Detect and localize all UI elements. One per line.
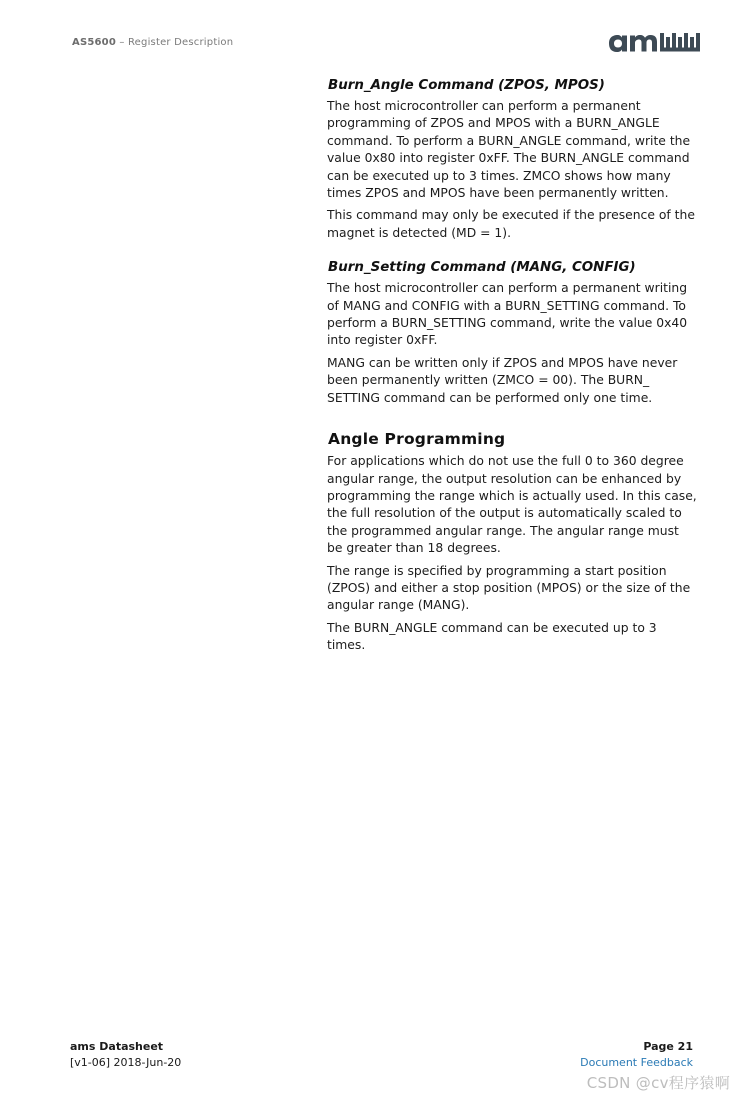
burn-setting-heading: Burn_Setting Command (MANG, CONFIG) xyxy=(328,260,636,276)
angle-programming-heading: Angle Programming xyxy=(328,430,506,449)
burn-angle-heading: Burn_Angle Command (ZPOS, MPOS) xyxy=(328,78,605,93)
angle-programming-paragraph-3: The BURN_ANGLE command can be executed up to 3 times. xyxy=(327,620,657,653)
document-feedback-link[interactable]: Document Feedback xyxy=(580,1056,693,1069)
header-section-name: Register Description xyxy=(127,37,234,48)
angle-programming-paragraph-2: The range is specified by programming a start position (ZPOS) and either a stop position (MPOS) or the size of the angular range (MANG). xyxy=(327,563,691,613)
footer-left xyxy=(70,1039,181,1071)
footer-datasheet-title: ams Datasheet xyxy=(70,1040,164,1053)
page-number: Page 21 xyxy=(643,1040,693,1053)
header-document-name: AS5600 xyxy=(72,37,116,48)
footer-version: [v1-06] 2018-Jun-20 xyxy=(70,1056,182,1069)
page-header xyxy=(72,37,233,48)
footer-right xyxy=(580,1039,693,1071)
burn-angle-paragraph-1: The host microcontroller can perform a permanent programming of ZPOS and MPOS with a BURN_ANGLE command. To perform a BURN_ANGLE command, write the value 0x80 into register 0xFF. The BURN_ANGLE command can be executed up to 3 times. ZMCO shows how many times ZPOS and MPOS have been permanently written. xyxy=(327,99,691,201)
csdn-watermark: CSDN @cv程序猿啊 xyxy=(586,1074,730,1092)
burn-setting-paragraph-2: MANG can be written only if ZPOS and MPOS have never been permanently written (ZMCO = 00). The BURN_ SETTING command can be performed only one time. xyxy=(327,355,678,405)
burn-setting-paragraph-1: The host microcontroller can perform a permanent writing of MANG and CONFIG with a BURN_SETTING command. To perform a BURN_SETTING command, write the value 0x40 into register 0xFF. xyxy=(327,281,688,348)
angle-programming-paragraph-1: For applications which do not use the full 0 to 360 degree angular range, the output resolution can be enhanced by programming the range which is actually used. In this case, the full resolution of the output is automatically scaled to the programmed angular range. The angular range must be greater than 18 degrees. xyxy=(327,454,697,556)
header-separator: – xyxy=(119,37,125,48)
main-content xyxy=(327,78,697,660)
burn-angle-paragraph-2: This command may only be executed if the presence of the magnet is detected (MD = 1). xyxy=(327,208,695,240)
ams-logo xyxy=(608,28,702,58)
